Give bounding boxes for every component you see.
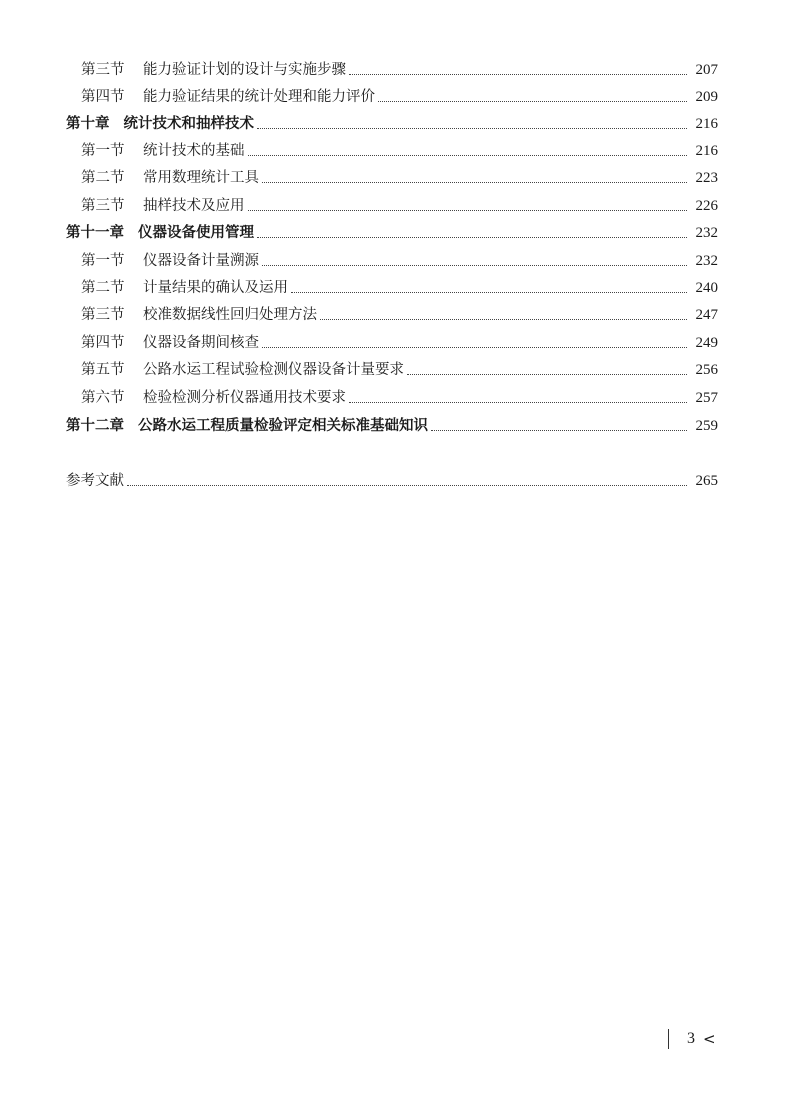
toc-entry-label — [66, 224, 254, 242]
toc-entry-label — [66, 197, 245, 215]
toc-entry-title: 统计技术的基础 — [143, 143, 245, 159]
toc-entry-title: 能力验证结果的统计处理和能力评价 — [143, 89, 375, 105]
toc-entry-title: 仪器设备使用管理 — [138, 225, 254, 241]
toc-entry-title: 统计技术和抽样技术 — [123, 116, 254, 132]
dot-leader — [248, 155, 688, 156]
toc-section-entry[interactable] — [66, 357, 718, 379]
toc-entry-title: 仪器设备计量溯源 — [143, 253, 259, 269]
toc-entry-title: 能力验证计划的设计与实施步骤 — [143, 62, 346, 78]
toc-entry-title: 公路水运工程质量检验评定相关标准基础知识 — [138, 418, 428, 434]
toc-section-entry[interactable] — [66, 248, 718, 270]
toc-section-entry[interactable] — [66, 385, 718, 407]
dot-leader — [127, 485, 687, 486]
toc-entry-title: 检验检测分析仪器通用技术要求 — [143, 390, 346, 406]
chevron-left-icon: < — [703, 1030, 716, 1048]
toc-entry-number: 第十章 — [66, 116, 110, 132]
toc-entry-number: 第一节 — [81, 253, 125, 269]
toc-entry-page: 257 — [695, 390, 718, 406]
toc-entry-number: 第二节 — [81, 170, 125, 186]
toc-entry-number: 第一节 — [81, 143, 125, 159]
toc-entry-title: 计量结果的确认及运用 — [143, 280, 288, 296]
toc-entry-title: 仪器设备期间核查 — [143, 335, 259, 351]
toc-entry-title: 校准数据线性回归处理方法 — [143, 307, 317, 323]
toc-entry-number: 第十二章 — [66, 418, 124, 434]
toc-entry-number: 第六节 — [81, 390, 125, 406]
toc-entry-page: 265 — [695, 473, 718, 489]
toc-entry-page: 223 — [695, 170, 718, 186]
toc-entry-number: 第四节 — [81, 89, 125, 105]
toc-entry-label — [66, 417, 428, 435]
dot-leader — [262, 265, 687, 266]
toc-entry-page: 240 — [695, 280, 718, 296]
toc-entry-label — [66, 142, 245, 160]
toc-entry-number: 第十一章 — [66, 225, 124, 241]
dot-leader — [431, 430, 687, 431]
toc-entry-page: 226 — [695, 198, 718, 214]
toc-entry-page: 216 — [695, 143, 718, 159]
toc-entry-page: 207 — [695, 62, 718, 78]
toc-entry-page: 209 — [695, 89, 718, 105]
footer-divider — [668, 1029, 669, 1049]
toc-entry-page: 247 — [695, 307, 718, 323]
toc-entry-number: 第五节 — [81, 362, 125, 378]
dot-leader — [320, 319, 687, 320]
toc-entry-label — [66, 88, 375, 106]
toc-entry-number: 第二节 — [81, 280, 125, 296]
toc-entry-page: 249 — [695, 335, 718, 351]
toc-section-entry[interactable] — [66, 84, 718, 106]
toc-entry-title: 抽样技术及应用 — [143, 198, 245, 214]
toc-section-entry[interactable] — [66, 275, 718, 297]
toc-entry-page: 232 — [695, 253, 718, 269]
toc-section-entry[interactable] — [66, 165, 718, 187]
dot-leader — [248, 210, 688, 211]
toc-entry-number: 第四节 — [81, 335, 125, 351]
dot-leader — [378, 101, 687, 102]
toc-entry-label — [66, 115, 254, 133]
dot-leader — [262, 347, 687, 348]
dot-leader — [349, 74, 687, 75]
toc-entry-label — [66, 361, 404, 379]
toc-chapter-entry[interactable] — [66, 413, 718, 435]
toc-entry-label — [66, 61, 346, 79]
toc-section-entry[interactable] — [66, 138, 718, 160]
toc-entry-label — [66, 169, 259, 187]
toc-chapter-entry[interactable] — [66, 220, 718, 242]
toc-entry-number: 第三节 — [81, 198, 125, 214]
toc-section-entry[interactable] — [66, 57, 718, 79]
toc-entry-number: 第三节 — [81, 307, 125, 323]
toc-entry-number: 第三节 — [81, 62, 125, 78]
toc-entry-page: 232 — [695, 225, 718, 241]
toc-section-entry[interactable] — [66, 330, 718, 352]
dot-leader — [291, 292, 687, 293]
dot-leader — [257, 237, 687, 238]
toc-section-entry[interactable] — [66, 193, 718, 215]
toc-entry-label — [66, 334, 259, 352]
toc-section-entry[interactable] — [66, 302, 718, 324]
dot-leader — [349, 402, 687, 403]
toc-entry-title: 常用数理统计工具 — [143, 170, 259, 186]
page-footer — [668, 1028, 716, 1050]
dot-leader — [407, 374, 687, 375]
toc-entry-label — [66, 389, 346, 407]
toc-entry-label — [66, 306, 317, 324]
page-number: 3 — [687, 1030, 695, 1047]
toc-entry-page: 256 — [695, 362, 718, 378]
toc-references-entry[interactable] — [66, 468, 718, 490]
toc-entry-title: 公路水运工程试验检测仪器设备计量要求 — [143, 362, 404, 378]
toc-entry-label — [66, 279, 288, 297]
toc-entry-title: 参考文献 — [66, 473, 124, 489]
toc-entry-label — [66, 472, 124, 490]
toc-entry-label — [66, 252, 259, 270]
dot-leader — [257, 128, 687, 129]
toc-entry-page: 259 — [695, 418, 718, 434]
dot-leader — [262, 182, 687, 183]
toc-chapter-entry[interactable] — [66, 111, 718, 133]
toc-entry-page: 216 — [695, 116, 718, 132]
